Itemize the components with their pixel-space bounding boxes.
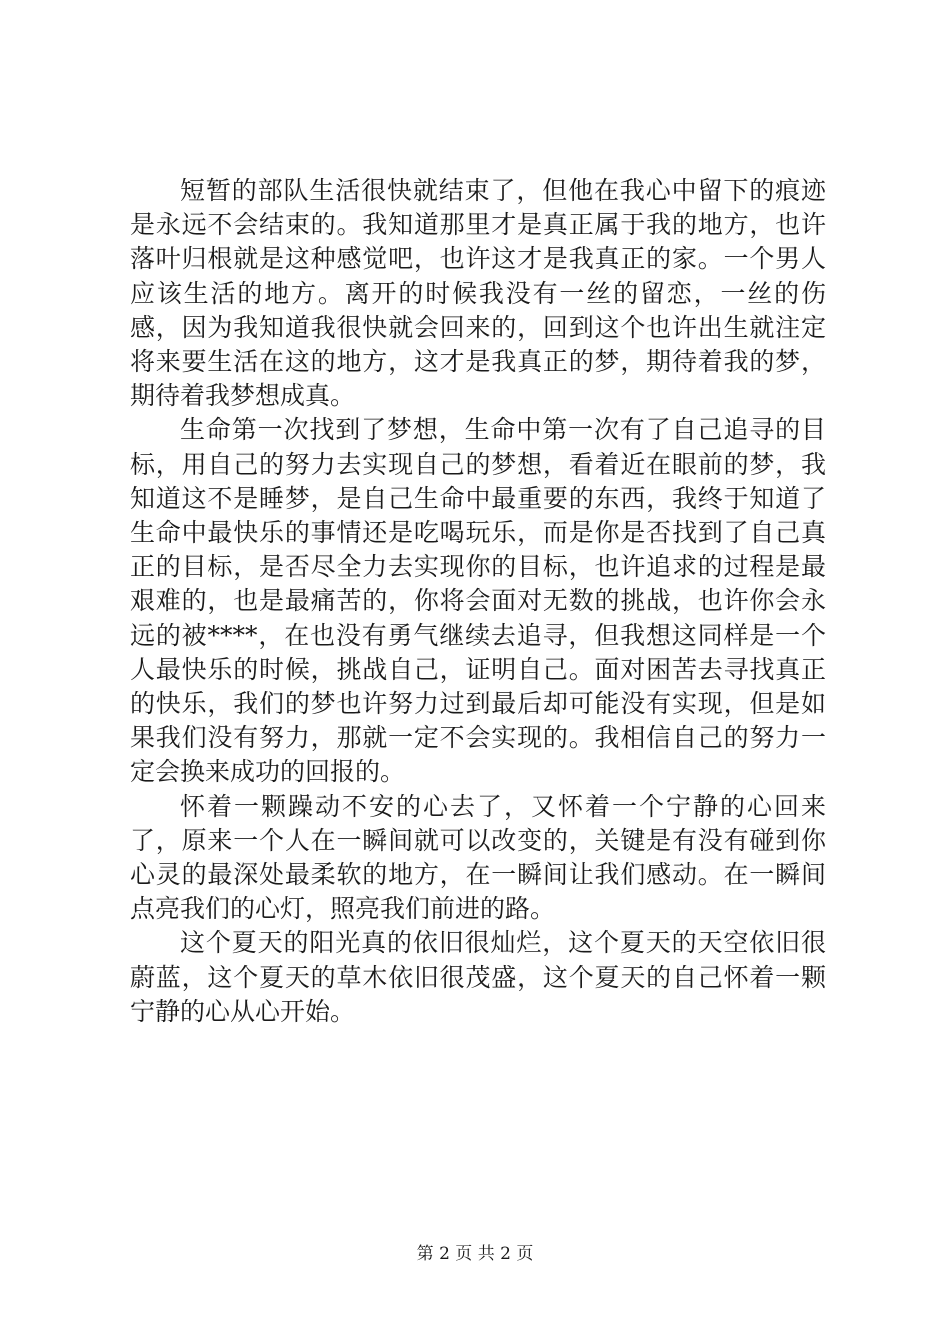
page-footer: 第 2 页 共 2 页 [416, 1244, 534, 1264]
paragraph-1: 短暂的部队生活很快就结束了，但他在我心中留下的痕迹是永远不会结束的。我知道那里才是真正属于我的地方，也许落叶归根就是这种感觉吧，也许这才是我真正的家。一个男人应该生活的地方。离开的时候我没有一丝的留恋，一丝的伤感，因为我知道我很快就会回来的，回到这个也许出生就注定将来要生活在这的地方，这才是我真正的梦，期待着我的梦，期待着我梦想成真。 [130, 176, 826, 411]
paragraph-3: 怀着一颗躁动不安的心去了，又怀着一个宁静的心回来了，原来一个人在一瞬间就可以改变的，关键是有没有碰到你心灵的最深处最柔软的地方，在一瞬间让我们感动。在一瞬间点亮我们的心灯，照亮我们前进的路。 [130, 791, 826, 924]
paragraph-2: 生命第一次找到了梦想，生命中第一次有了自己追寻的目标，用自己的努力去实现自己的梦想，看着近在眼前的梦，我知道这不是睡梦，是自己生命中最重要的东西，我终于知道了生命中最快乐的事情还是吃喝玩乐，而是你是否找到了自己真正的目标，是否尽全力去实现你的目标，也许追求的过程是最艰难的，也是最痛苦的，你将会面对无数的挑战，也许你会永远的被****，在也没有勇气继续去追寻，但我想这同样是一个人最快乐的时候，挑战自己，证明自己。面对困苦去寻找真正的快乐，我们的梦也许努力过到最后却可能没有实现，但是如果我们没有努力，那就一定不会实现的。我相信自己的努力一定会换来成功的回报的。 [130, 415, 826, 787]
paragraph-4: 这个夏天的阳光真的依旧很灿烂，这个夏天的天空依旧很蔚蓝，这个夏天的草木依旧很茂盛，这个夏天的自己怀着一颗宁静的心从心开始。 [130, 928, 826, 1026]
document-body [130, 174, 826, 1029]
